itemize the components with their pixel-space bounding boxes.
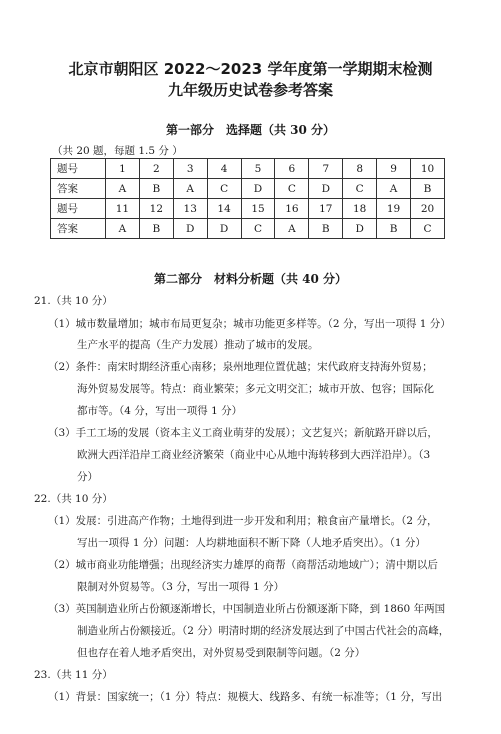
table-row xyxy=(51,199,445,219)
answer-cell: B xyxy=(309,219,343,239)
answer-line: 制造业所占份额接近。（2 分）明清时期的经济发展达到了中国古代社会的高峰， xyxy=(77,625,450,637)
answer-cell: D xyxy=(241,179,275,199)
question-number: 10 xyxy=(411,159,445,179)
answer-cell: B xyxy=(377,219,411,239)
question-number: 14 xyxy=(207,199,241,219)
part1-heading: 第一部分 选择题（共 30 分） xyxy=(165,123,336,137)
row-label: 答案 xyxy=(51,179,106,199)
answer-line: （3）手工工场的发展（资本主义工商业萌芽的发展）；文艺复兴；新航路开辟以后， xyxy=(48,427,438,439)
question-number: 9 xyxy=(377,159,411,179)
question-number: 5 xyxy=(241,159,275,179)
answer-line: 分） xyxy=(77,471,98,483)
question-number: 1 xyxy=(106,159,140,179)
answer-line: 都市等。（4 分，写出一项得 1 分） xyxy=(77,405,243,417)
table-row xyxy=(51,179,445,199)
answer-line: （2）城市商业功能增强；出现经济实力雄厚的商帮（商帮活动地域广）；清中期以后 xyxy=(48,559,438,571)
question-22-header: 22.（共 10 分） xyxy=(34,493,113,505)
answer-cell: D xyxy=(309,179,343,199)
answer-cell: D xyxy=(343,219,377,239)
answer-line: 但也存在着人地矛盾突出，对外贸易受到限制等问题。（2 分） xyxy=(77,647,366,659)
row-label: 题号 xyxy=(51,199,106,219)
answer-cell: C xyxy=(207,179,241,199)
question-number: 4 xyxy=(207,159,241,179)
answer-cell: C xyxy=(343,179,377,199)
answer-line: 海外贸易发展等。特点：商业繁荣；多元文明交汇；城市开放、包容；国际化 xyxy=(77,383,434,395)
answer-cell: A xyxy=(275,219,309,239)
answer-line: （1）背景：国家统一；（1 分）特点：规模大、线路多、有统一标准等；（1 分，写出 xyxy=(48,691,443,703)
answer-cell: C xyxy=(241,219,275,239)
answer-cell: A xyxy=(173,179,207,199)
answer-line: 欧洲大西洋沿岸工商业经济繁荣（商业中心从地中海转移到大西洋沿岸）。（3 xyxy=(77,449,431,461)
question-number: 7 xyxy=(309,159,343,179)
question-number: 13 xyxy=(173,199,207,219)
answer-cell: A xyxy=(377,179,411,199)
answer-line: 写出一项得 1 分）问题：人均耕地面积不断下降（人地矛盾突出）。（1 分） xyxy=(77,537,426,549)
question-number: 11 xyxy=(106,199,140,219)
question-number: 20 xyxy=(411,199,445,219)
question-number: 15 xyxy=(241,199,275,219)
answer-cell: B xyxy=(139,179,173,199)
row-label: 题号 xyxy=(51,159,106,179)
part1-note: （共 20 题，每题 1.5 分 ） xyxy=(52,145,183,157)
row-label: 答案 xyxy=(51,219,106,239)
answer-cell: C xyxy=(411,219,445,239)
answer-line: （1）发展：引进高产作物；土地得到进一步开发和利用；粮食亩产量增长。（2 分， xyxy=(48,515,438,527)
answer-line: （3）英国制造业所占份额逐渐增长，中国制造业所占份额逐渐下降，到 1860 年两国 xyxy=(48,603,446,615)
document-title: 北京市朝阳区 2022～2023 学年度第一学期期末检测 xyxy=(68,60,433,78)
table-row xyxy=(51,159,445,179)
answer-table xyxy=(50,158,445,239)
question-number: 6 xyxy=(275,159,309,179)
question-number: 2 xyxy=(139,159,173,179)
question-number: 17 xyxy=(309,199,343,219)
answer-cell: C xyxy=(275,179,309,199)
document-subtitle: 九年级历史试卷参考答案 xyxy=(167,81,333,99)
answer-line: （1）城市数量增加；城市布局更复杂；城市功能更多样等。（2 分，写出一项得 1 分） xyxy=(48,318,451,330)
answer-cell: D xyxy=(207,219,241,239)
answer-cell: B xyxy=(411,179,445,199)
table-row xyxy=(51,219,445,239)
answer-cell: A xyxy=(106,179,140,199)
answer-line: 限制对外贸易等。（3 分，写出一项得 1 分） xyxy=(77,581,285,593)
answer-cell: B xyxy=(139,219,173,239)
question-number: 19 xyxy=(377,199,411,219)
question-21-header: 21.（共 10 分） xyxy=(34,295,113,307)
question-number: 18 xyxy=(343,199,377,219)
answer-line: （2）条件：南宋时期经济重心南移；泉州地理位置优越；宋代政府支持海外贸易； xyxy=(48,361,433,373)
question-number: 3 xyxy=(173,159,207,179)
answer-line: 生产水平的提高（生产力发展）推动了城市的发展。 xyxy=(77,339,319,351)
answer-cell: A xyxy=(106,219,140,239)
question-number: 16 xyxy=(275,199,309,219)
question-number: 8 xyxy=(343,159,377,179)
answer-cell: D xyxy=(173,219,207,239)
question-number: 12 xyxy=(139,199,173,219)
part2-heading: 第二部分 材料分析题（共 40 分） xyxy=(153,272,348,286)
question-23-header: 23.（共 11 分） xyxy=(34,669,113,681)
